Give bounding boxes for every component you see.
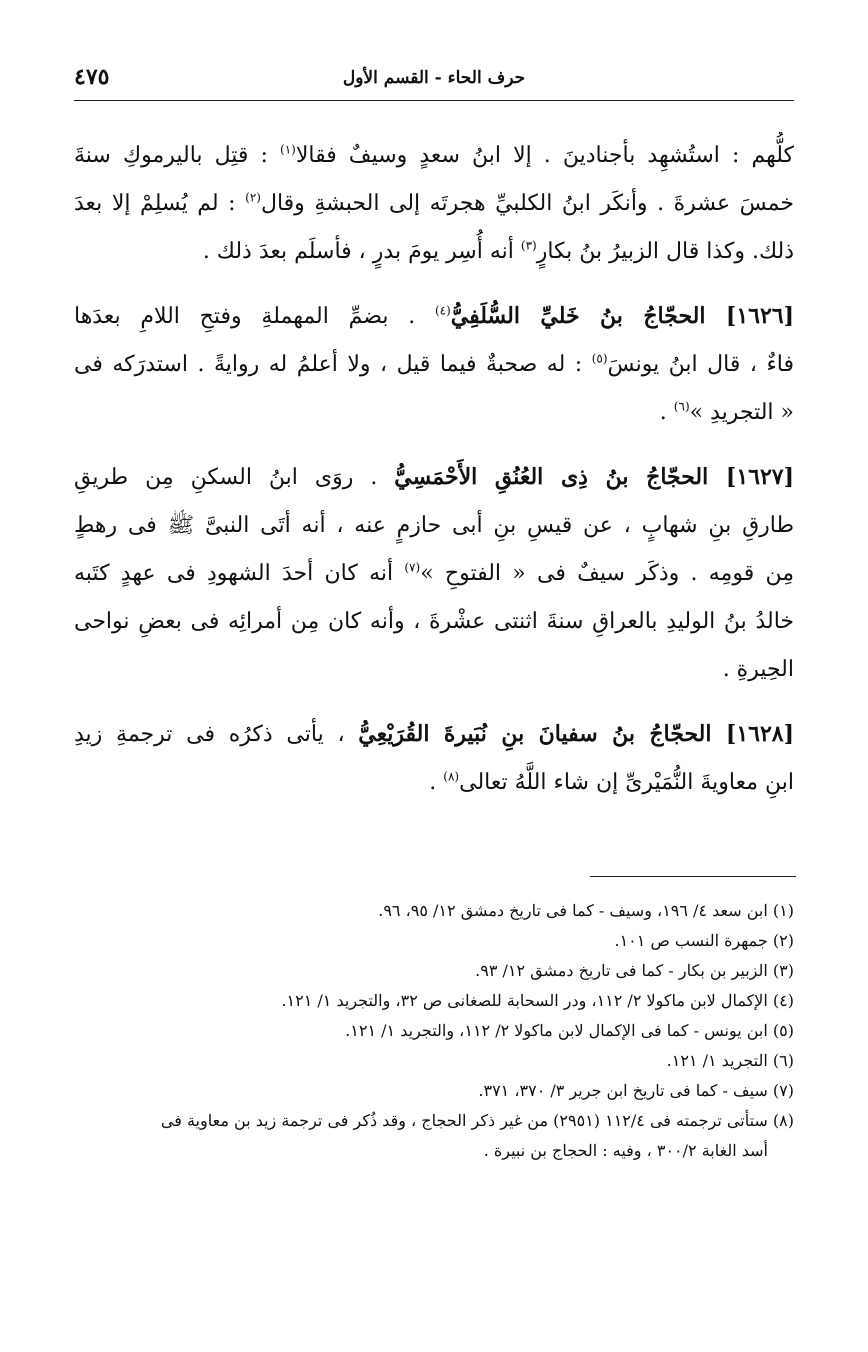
text-line: مِن قومِه . وذكَر سيفٌ فى « الفتوحِ »$^{(٧)}$ أنه كان أحدَ الشهودِ فى عهدٍ كتَبه <box>74 560 794 586</box>
footnote-3: (٣) الزبير بن بكار - كما فى تاريخ دمشق ١٢/ ٩٣. <box>475 961 794 980</box>
text-line: ابنِ معاويةَ النُّمَيْرىِّ إن شاء اللَّهُ تعالى$^{(٨)}$ . <box>429 769 794 795</box>
entry-1627 <box>74 453 794 694</box>
entry-number: [١٦٢٦] <box>725 303 794 329</box>
text-line: ذلك. وكذا قال الزبيرُ بنُ بكارٍ$^{(٣)}$ أنه أُسِر يومَ بدرٍ ، فأسلَم بعدَ ذلك . <box>202 238 794 264</box>
footnote-6: (٦) التجريد ١/ ١٢١. <box>666 1051 794 1070</box>
footnote-8-continuation: أسد الغابة ٣٠٠/٢ ، وفيه : الحجاج بن نبيرة . <box>483 1141 768 1160</box>
footnote-8: (٨) ستأتى ترجمته فى ١١٢/٤ (٢٩٥١) من غير ذكر الحجاج ، وقد ذُكر فى ترجمة زيد بن معاوية فى <box>160 1111 794 1130</box>
footnote-separator <box>590 876 796 877</box>
footnote-ref: (١) <box>280 142 296 157</box>
text-line: [١٦٢٦] الحجّاجُ بنُ خَليِّ السُّلَفِيُّ$^{(٤)}$ . بضمِّ المهملةِ وفتحِ اللامِ بعدَها <box>74 303 794 329</box>
running-title: حرف الحاء - القسم الأول <box>342 68 526 88</box>
footnote-5: (٥) ابن يونس - كما فى الإكمال لابن ماكولا ٢/ ١١٢، والتجريد ١/ ١٢١. <box>345 1021 794 1040</box>
text-line: خمسَ عشرةَ . وأنكَر ابنُ الكلبيِّ هجرتَه إلى الحبشةِ وقال$^{(٢)}$ : لم يُسلِمْ إلا بعدَ <box>74 190 794 216</box>
entry-number: [١٦٢٧] <box>725 464 794 490</box>
footnote-2: (٢) جمهرة النسب ص ١٠١. <box>614 931 794 950</box>
footnote-ref: (٨) <box>443 769 460 784</box>
footnote-ref: (٦) <box>673 399 690 414</box>
header-rule <box>74 100 794 101</box>
text-line: الحِيرةِ . <box>722 657 794 682</box>
entry-1626 <box>74 292 794 437</box>
footnotes <box>74 896 794 1166</box>
footnote-1: (١) ابن سعد ٤/ ١٩٦، وسيف - كما فى تاريخ دمشق ١٢/ ٩٥، ٩٦. <box>378 901 794 920</box>
footnote-ref: (٣) <box>520 238 537 253</box>
entry-name: الحجّاجُ بنُ خَليِّ السُّلَفِيُّ <box>450 303 726 329</box>
footnote-ref: (٧) <box>404 560 421 575</box>
text-line: فاءٌ ، قال ابنُ يونسَ$^{(٥)}$ : له صحبةٌ فيما قيل ، ولا أعلمُ له روايةً . استدرَكه فى <box>74 351 794 377</box>
footnote-7: (٧) سيف - كما فى تاريخ ابن جرير ٣/ ٣٧٠، ٣٧١. <box>478 1081 794 1100</box>
entry-name: الحجّاجُ بنُ ذِى العُنُقِ الأَحْمَسِيُّ <box>394 464 726 490</box>
entry-name: الحجّاجُ بنُ سفيانَ بنِ نُبَيرةَ القُرَيْعِيُّ <box>358 721 726 747</box>
page-header <box>74 58 794 98</box>
text-line: كلُّهم : استُشهِد بأجنادينَ . إلا ابنُ سعدٍ وسيفٌ فقالا$^{(١)}$ : قتِل باليرموكِ سنةَ <box>74 142 794 168</box>
entry-1628 <box>74 710 794 807</box>
entry-number: [١٦٢٨] <box>725 721 794 747</box>
page-number: ٤٧٥ <box>74 64 110 90</box>
footnote-4: (٤) الإكمال لابن ماكولا ٢/ ١١٢، ودر السحابة للصغانى ص ٣٢، والتجريد ١/ ١٢١. <box>281 991 794 1010</box>
text-line: [١٦٢٨] الحجّاجُ بنُ سفيانَ بنِ نُبَيرةَ القُرَيْعِيُّ ، يأتى ذكرُه فى ترجمةِ زيدِ <box>74 721 794 747</box>
text-line: طارقِ بنِ شهابٍ ، عن قيسِ بنِ أبى حازمٍ عنه ، أنه أتَى النبىَّ ﷺ فى رهطٍ <box>74 513 794 538</box>
text-line: [١٦٢٧] الحجّاجُ بنُ ذِى العُنُقِ الأَحْمَسِيُّ . روَى ابنُ السكنِ مِن طريقِ <box>74 464 794 490</box>
main-text <box>74 132 794 823</box>
text-line: خالدُ بنُ الوليدِ بالعراقِ سنةَ اثنتى عشْرةَ ، وأنه كان مِن أمرائِه فى بعضِ نواحى <box>74 609 794 634</box>
paragraph-continuation <box>74 132 794 276</box>
footnote-ref: (٥) <box>591 351 608 366</box>
footnote-ref: (٤) <box>434 303 451 318</box>
text-line: « التجريدِ »$^{(٦)}$ . <box>659 399 794 425</box>
footnote-ref: (٢) <box>245 190 261 205</box>
